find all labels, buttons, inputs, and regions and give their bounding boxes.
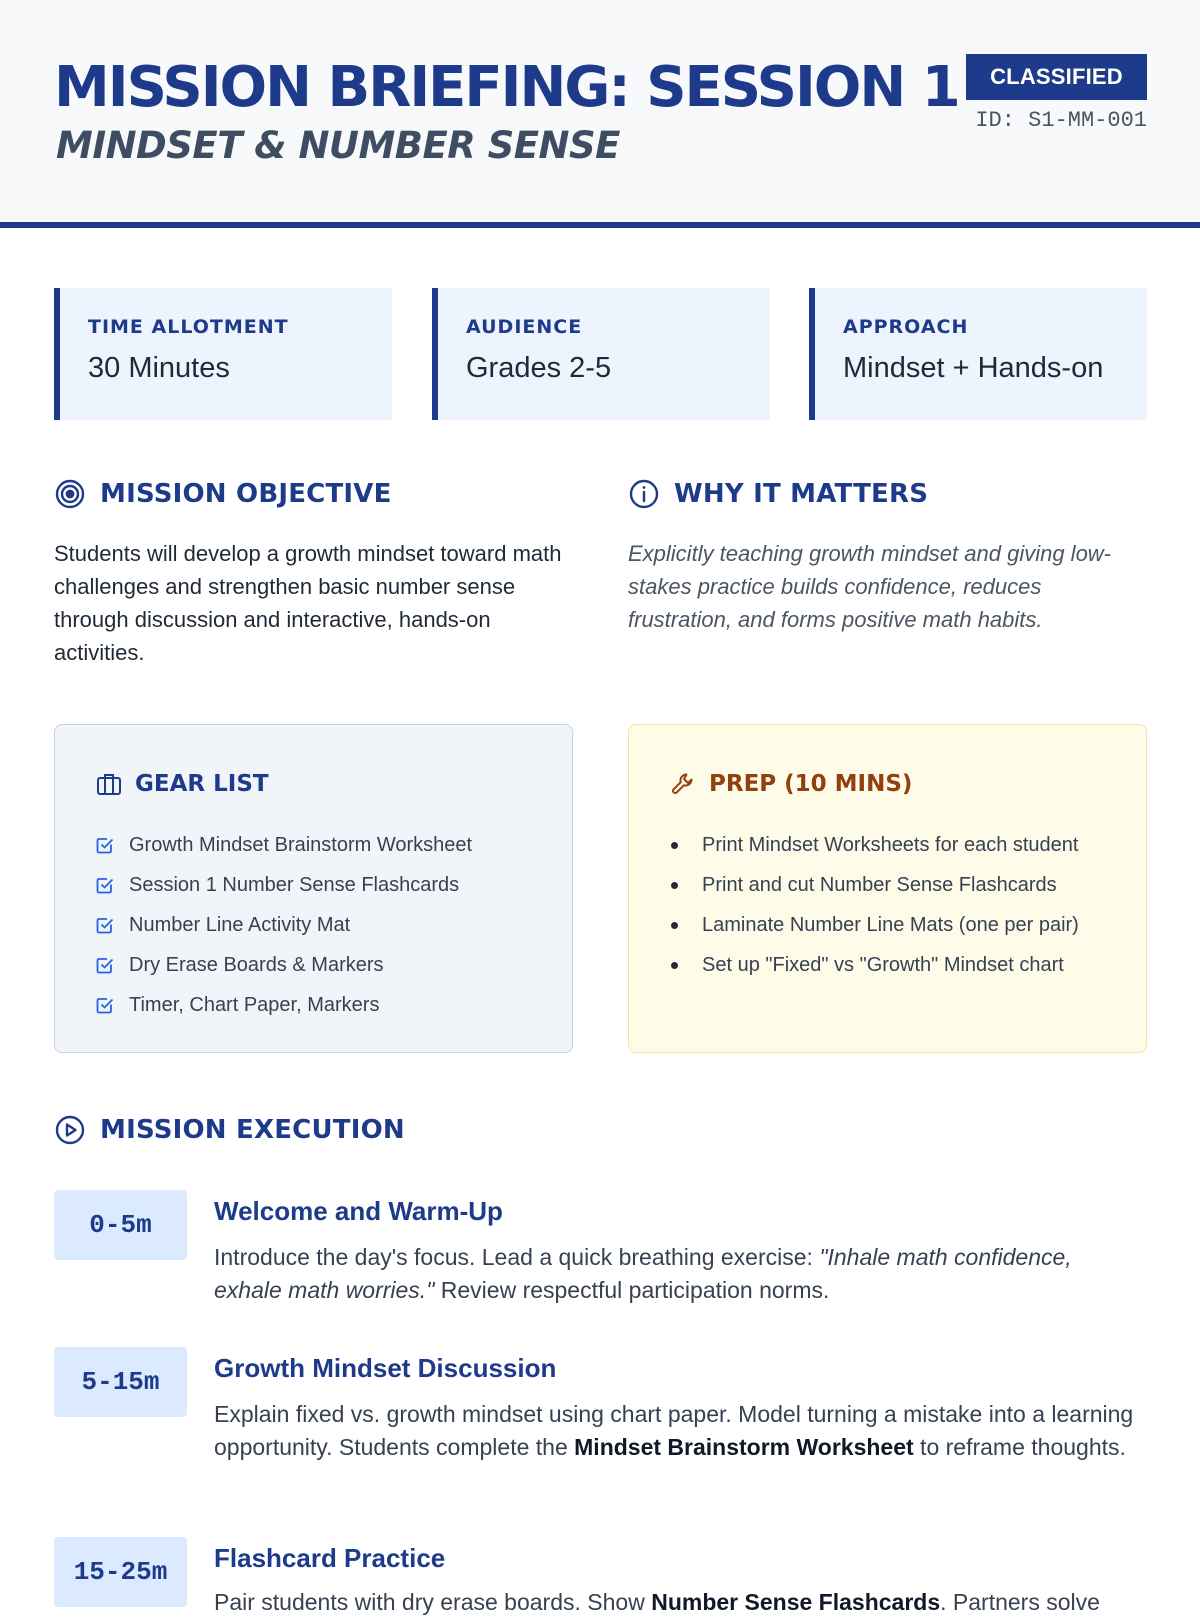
prep-item bbox=[669, 825, 1079, 865]
step-body-strong: Mindset Brainstorm Worksheet bbox=[574, 1434, 914, 1460]
gear-item bbox=[95, 825, 472, 865]
classified-badge: CLASSIFIED bbox=[966, 54, 1147, 100]
bullet bbox=[671, 962, 678, 969]
checkbox-icon bbox=[95, 955, 115, 975]
document-id: ID: S1-MM-001 bbox=[975, 108, 1147, 133]
step-body bbox=[214, 1398, 1134, 1464]
prep-item bbox=[669, 865, 1079, 905]
step-body-text: Introduce the day's focus. Lead a quick breathing exercise: bbox=[214, 1244, 820, 1270]
gear-heading-text: GEAR LIST bbox=[135, 771, 269, 797]
why-heading bbox=[628, 474, 928, 514]
checkbox-icon bbox=[95, 995, 115, 1015]
objective-heading-text: MISSION OBJECTIVE bbox=[100, 479, 392, 509]
checkbox-icon bbox=[95, 915, 115, 935]
objective-text: Students will develop a growth mindset toward math challenges and strengthen basic number sense through discussion and interactive, hands-on activities. bbox=[54, 541, 562, 665]
bullet bbox=[671, 842, 678, 849]
info-card-value: Grades 2-5 bbox=[466, 352, 612, 384]
step-title: Growth Mindset Discussion bbox=[214, 1353, 557, 1383]
step-title: Welcome and Warm-Up bbox=[214, 1196, 503, 1226]
gear-item bbox=[95, 905, 472, 945]
page-title: MISSION BRIEFING: SESSION 1 bbox=[54, 55, 959, 120]
gear-item bbox=[95, 985, 472, 1025]
play-circle-icon bbox=[54, 1114, 86, 1146]
objective-heading bbox=[54, 474, 392, 514]
step-body-text: to reframe thoughts. bbox=[913, 1434, 1126, 1460]
target-icon bbox=[54, 478, 86, 510]
gear-item-label: Session 1 Number Sense Flashcards bbox=[129, 873, 460, 896]
why-text: Explicitly teaching growth mindset and giving low-stakes practice builds confidence, reduces frustration, and forms positive math habits. bbox=[628, 541, 1112, 632]
why-heading-text: WHY IT MATTERS bbox=[674, 479, 929, 509]
info-card-audience bbox=[432, 288, 770, 420]
prep-heading-text: PREP (10 MINS) bbox=[709, 771, 913, 797]
step-title: Flashcard Practice bbox=[214, 1543, 446, 1573]
gear-item-label: Number Line Activity Mat bbox=[129, 913, 351, 936]
step-body bbox=[214, 1241, 1134, 1307]
time-chip: 0-5m bbox=[54, 1190, 187, 1260]
gear-heading bbox=[95, 767, 269, 801]
prep-item bbox=[669, 905, 1079, 945]
step-body-text: Explain fixed vs. growth mindset using chart paper. Model turning a mistake into a learning opportunity. Students complete the bbox=[214, 1401, 1134, 1460]
step-body-text: Review respectful participation norms. bbox=[434, 1277, 830, 1303]
checkbox-icon bbox=[95, 835, 115, 855]
info-card-time bbox=[54, 288, 392, 420]
step-body bbox=[214, 1586, 1134, 1619]
checkbox-icon bbox=[95, 875, 115, 895]
prep-item-label: Laminate Number Line Mats (one per pair) bbox=[702, 913, 1079, 936]
step-body-strong: Number Sense Flashcards bbox=[651, 1589, 941, 1615]
prep-item bbox=[669, 945, 1079, 985]
execution-heading bbox=[54, 1110, 405, 1150]
time-chip: 5-15m bbox=[54, 1347, 187, 1417]
wrench-icon bbox=[669, 770, 697, 798]
time-chip: 15-25m bbox=[54, 1537, 187, 1607]
gear-list-box bbox=[54, 724, 573, 1053]
prep-item-label: Set up "Fixed" vs "Growth" Mindset chart bbox=[702, 953, 1064, 976]
gear-items bbox=[95, 825, 472, 1025]
info-card-value: 30 Minutes bbox=[88, 352, 230, 384]
bullet bbox=[671, 882, 678, 889]
info-card-label: TIME ALLOTMENT bbox=[88, 316, 289, 338]
prep-items bbox=[669, 825, 1079, 985]
prep-box bbox=[628, 724, 1147, 1053]
gear-item bbox=[95, 945, 472, 985]
step-body-quote: "Inhale math confidence, exhale math worries." bbox=[214, 1244, 1072, 1303]
step-body-text: Pair students with dry erase boards. Show bbox=[214, 1589, 652, 1615]
info-card-value: Mindset + Hands-on bbox=[843, 352, 1104, 384]
step-body-text: . Partners solve bbox=[940, 1589, 1100, 1615]
briefcase-icon bbox=[95, 770, 123, 798]
info-icon bbox=[628, 478, 660, 510]
info-card-label: APPROACH bbox=[843, 316, 969, 338]
gear-item-label: Growth Mindset Brainstorm Worksheet bbox=[129, 833, 473, 856]
info-card-label: AUDIENCE bbox=[466, 316, 583, 338]
execution-heading-text: MISSION EXECUTION bbox=[100, 1115, 405, 1145]
gear-item-label: Timer, Chart Paper, Markers bbox=[129, 993, 380, 1016]
prep-item-label: Print and cut Number Sense Flashcards bbox=[702, 873, 1057, 896]
gear-item bbox=[95, 865, 472, 905]
page-header bbox=[0, 0, 1200, 228]
prep-item-label: Print Mindset Worksheets for each student bbox=[702, 833, 1079, 856]
bullet bbox=[671, 922, 678, 929]
prep-heading bbox=[669, 767, 912, 801]
info-card-approach bbox=[809, 288, 1147, 420]
page-subtitle: MINDSET & NUMBER SENSE bbox=[56, 124, 620, 167]
gear-item-label: Dry Erase Boards & Markers bbox=[129, 953, 384, 976]
